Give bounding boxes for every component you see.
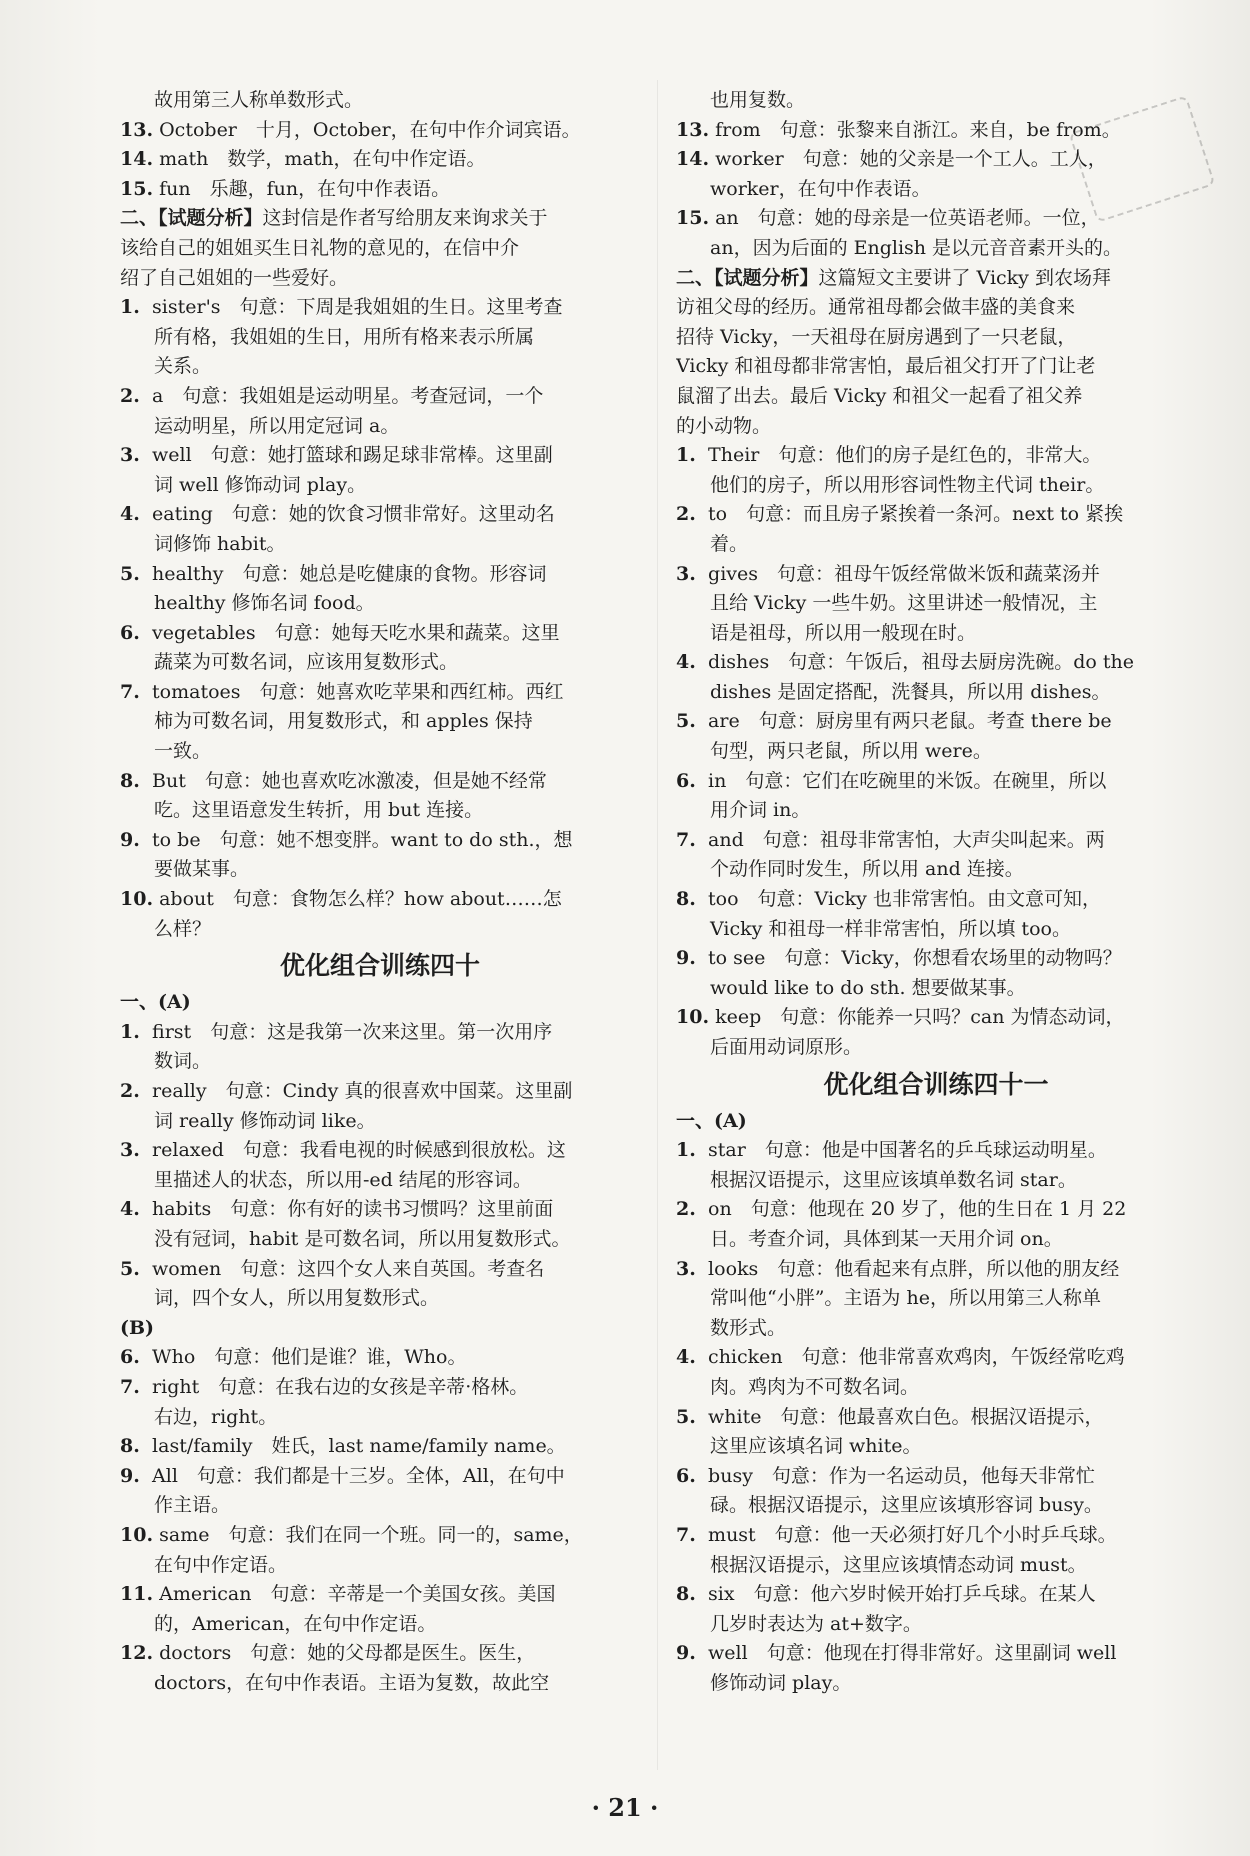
item-text: must 句意：他一天必须打好几个小时乒乓球。 <box>708 1523 1117 1546</box>
item-text: to be 句意：她不想变胖。want to do sth.，想 <box>152 828 573 851</box>
continuation-line: 柿为可数名词，用复数形式，和 apples 保持 <box>154 710 533 733</box>
continuation-line: 数词。 <box>154 1050 212 1073</box>
answer-item <box>676 1003 1196 1033</box>
continuation-line: 吃。这里语意发生转折，用 but 连接。 <box>154 799 484 822</box>
paragraph-line: 该给自己的姐姐买生日礼物的意见的，在信中介 <box>120 236 520 259</box>
item-text: math 数学，math，在句中作定语。 <box>159 148 486 171</box>
answer-item <box>120 1343 640 1373</box>
item-text: keep 句意：你能养一只吗？can 为情态动词， <box>715 1006 1125 1029</box>
answer-item <box>120 293 640 323</box>
answer-item <box>676 1639 1196 1669</box>
answer-item <box>120 1639 640 1669</box>
item-number: 2. <box>120 384 140 407</box>
answer-item <box>676 707 1196 737</box>
answer-item <box>676 1255 1196 1285</box>
item-text: star 句意：他是中国著名的乒乓球运动明星。 <box>708 1139 1107 1162</box>
answer-item <box>676 648 1196 678</box>
continuation-line: 碌。根据汉语提示，这里应该填形容词 busy。 <box>710 1494 1103 1517</box>
item-number: 10. <box>676 1006 710 1029</box>
continuation-line: 句型，两只老鼠，所以用 were。 <box>710 740 992 763</box>
item-text: gives 句意：祖母午饭经常做米饭和蔬菜汤并 <box>708 562 1101 585</box>
item-text: well 句意：她打篮球和踢足球非常棒。这里副 <box>152 444 553 467</box>
item-number: 9. <box>676 947 696 970</box>
item-number: 6. <box>120 1346 140 1369</box>
continuation-line: 日。考查介词，具体到某一天用介词 on。 <box>710 1227 1063 1250</box>
answer-item <box>120 1195 640 1225</box>
item-number: 4. <box>676 651 696 674</box>
answer-item <box>120 175 640 205</box>
item-text: on 句意：他现在 20 岁了，他的生日在 1 月 22 <box>708 1198 1127 1221</box>
answer-item <box>120 826 640 856</box>
item-number: 5. <box>676 1405 696 1428</box>
item-text: eating 句意：她的饮食习惯非常好。这里动名 <box>152 503 555 526</box>
answer-item <box>676 204 1196 234</box>
paragraph-line: 招待 Vicky，一天祖母在厨房遇到了一只老鼠， <box>676 325 1077 348</box>
item-text: six 句意：他六岁时候开始打乒乓球。在某人 <box>708 1583 1096 1606</box>
answer-item <box>120 678 640 708</box>
answer-item <box>120 500 640 530</box>
item-number: 4. <box>120 1198 140 1221</box>
left-column <box>120 86 640 1698</box>
answer-item <box>676 145 1196 175</box>
continuation-line: worker，在句中作表语。 <box>710 177 931 200</box>
answer-item <box>120 1373 640 1403</box>
continuation-line: 后面用动词原形。 <box>710 1036 863 1058</box>
item-text: well 句意：他现在打得非常好。这里副词 well <box>708 1642 1117 1665</box>
part-label: (B) <box>120 1316 155 1339</box>
answer-item <box>676 1580 1196 1610</box>
continuation-line: 语是祖母，所以用一般现在时。 <box>710 621 977 644</box>
item-text: from 句意：张黎来自浙江。来自，be from。 <box>715 118 1121 141</box>
item-text: really 句意：Cindy 真的很喜欢中国菜。这里副 <box>152 1080 573 1102</box>
item-number: 5. <box>120 562 140 585</box>
answer-item <box>676 1403 1196 1433</box>
answer-item <box>676 560 1196 590</box>
right-column <box>676 86 1196 1698</box>
item-number: 10. <box>120 1523 154 1546</box>
item-text: All 句意：我们都是十三岁。全体，All，在句中 <box>152 1464 565 1487</box>
continuation-line: dishes 是固定搭配，洗餐具，所以用 dishes。 <box>710 680 1111 703</box>
continuation-line: doctors，在句中作表语。主语为复数，故此空 <box>154 1671 550 1694</box>
continuation-line: 词 really 修饰动词 like。 <box>154 1109 376 1132</box>
continuation-line: 常叫他“小胖”。主语为 he，所以用第三人称单 <box>710 1287 1101 1310</box>
answer-item <box>120 1077 640 1107</box>
item-text: are 句意：厨房里有两只老鼠。考查 there be <box>708 710 1112 733</box>
continuation-line: 作主语。 <box>154 1494 231 1517</box>
continuation-line: 肉。鸡肉为不可数名词。 <box>710 1375 920 1398</box>
item-text: Their 句意：他们的房子是红色的，非常大。 <box>708 444 1102 467</box>
answer-item <box>120 619 640 649</box>
item-text: and 句意：祖母非常害怕，大声尖叫起来。两 <box>708 828 1105 851</box>
item-number: 8. <box>120 769 140 792</box>
answer-item <box>120 885 640 915</box>
item-number: 4. <box>676 1346 696 1369</box>
item-text: same 句意：我们在同一个班。同一的，same， <box>159 1523 583 1546</box>
continuation-line: 且给 Vicky 一些牛奶。这里讲述一般情况，主 <box>710 592 1098 615</box>
continuation-line: 根据汉语提示，这里应该填情态动词 must。 <box>710 1553 1087 1576</box>
item-text: about 句意：食物怎么样？how about……怎 <box>159 888 562 911</box>
answer-item <box>676 1343 1196 1373</box>
item-number: 3. <box>676 562 696 585</box>
item-number: 6. <box>120 621 140 644</box>
continuation-line: 这里应该填名词 white。 <box>710 1435 922 1458</box>
item-text: doctors 句意：她的父母都是医生。医生， <box>159 1642 536 1665</box>
column-divider <box>657 80 658 1770</box>
continuation-line: 的，American，在句中作定语。 <box>154 1612 437 1635</box>
answer-item <box>120 1136 640 1166</box>
answer-item <box>120 145 640 175</box>
answer-item <box>120 441 640 471</box>
continuation-line: 没有冠词，habit 是可数名词，所以用复数形式。 <box>154 1227 571 1250</box>
item-text: habits 句意：你有好的读书习惯吗？这里前面 <box>152 1198 554 1221</box>
paragraph-line: 的小动物。 <box>676 414 772 437</box>
answer-item <box>676 500 1196 530</box>
answer-item <box>676 826 1196 856</box>
item-number: 2. <box>676 1198 696 1221</box>
answer-item <box>676 1521 1196 1551</box>
item-number: 8. <box>120 1435 140 1458</box>
item-number: 15. <box>120 177 154 200</box>
answer-item <box>676 441 1196 471</box>
item-text: to 句意：而且房子紧挨着一条河。next to 紧挨 <box>708 503 1124 526</box>
item-number: 1. <box>120 296 140 319</box>
item-text: chicken 句意：他非常喜欢鸡肉，午饭经常吃鸡 <box>708 1346 1125 1369</box>
continuation-line: 蔬菜为可数名词，应该用复数形式。 <box>154 651 459 674</box>
item-number: 8. <box>676 888 696 911</box>
answer-item <box>120 1018 640 1048</box>
item-number: 13. <box>120 118 154 141</box>
answer-item <box>676 116 1196 146</box>
paragraph-line: Vicky 和祖母都非常害怕，最后祖父打开了门让老 <box>676 355 1096 378</box>
item-number: 2. <box>120 1080 140 1102</box>
section-title: 优化组合训练四十一 <box>823 1069 1049 1099</box>
analysis-text: 这封信是作者写给朋友来询求关于 <box>262 207 548 230</box>
continuation-line: 里描述人的状态，所以用-ed 结尾的形容词。 <box>154 1168 532 1191</box>
item-text: to see 句意：Vicky，你想看农场里的动物吗？ <box>708 947 1122 970</box>
continuation-line: would like to do sth. 想要做某事。 <box>710 976 1026 999</box>
item-text: an 句意：她的母亲是一位英语老师。一位， <box>715 207 1100 230</box>
continuation-line: 右边，right。 <box>154 1405 278 1428</box>
answer-item <box>676 944 1196 974</box>
continuation-line: 运动明星，所以用定冠词 a。 <box>154 414 400 437</box>
item-number: 7. <box>676 1523 696 1546</box>
answer-item <box>120 116 640 146</box>
part-label: 一、(A) <box>120 991 191 1014</box>
answer-item <box>676 1462 1196 1492</box>
continuation-line: 在句中作定语。 <box>154 1553 288 1576</box>
item-number: 14. <box>120 148 154 171</box>
item-number: 14. <box>676 148 710 171</box>
analysis-heading <box>120 204 640 234</box>
item-text: busy 句意：作为一名运动员，他每天非常忙 <box>708 1464 1095 1487</box>
item-text: last/family 姓氏，last name/family name。 <box>152 1435 566 1458</box>
paragraph-line: 鼠溜了出去。最后 Vicky 和祖父一起看了祖父养 <box>676 384 1083 407</box>
item-number: 15. <box>676 207 710 230</box>
item-text: white 句意：他最喜欢白色。根据汉语提示， <box>708 1405 1104 1428</box>
item-number: 1. <box>120 1020 140 1043</box>
continuation-line: 要做某事。 <box>154 858 250 881</box>
item-text: But 句意：她也喜欢吃冰激凌，但是她不经常 <box>152 769 547 792</box>
item-number: 8. <box>676 1583 696 1606</box>
continuation-line: 词，四个女人，所以用复数形式。 <box>154 1287 440 1310</box>
answer-item <box>676 885 1196 915</box>
continuation-line: 个动作同时发生，所以用 and 连接。 <box>710 858 1024 881</box>
item-text: a 句意：我姐姐是运动明星。考查冠词，一个 <box>152 384 544 407</box>
item-number: 3. <box>676 1257 696 1280</box>
item-text: women 句意：这四个女人来自英国。考查名 <box>152 1257 545 1280</box>
item-text: sister's 句意：下周是我姐姐的生日。这里考查 <box>152 296 563 319</box>
page-number: · 21 · <box>591 1793 659 1822</box>
item-number: 9. <box>676 1642 696 1665</box>
item-text: American 句意：辛蒂是一个美国女孩。美国 <box>159 1583 556 1606</box>
item-number: 1. <box>676 444 696 467</box>
item-number: 9. <box>120 1464 140 1487</box>
analysis-text: 这篇短文主要讲了 Vicky 到农场拜 <box>818 266 1111 289</box>
item-text: in 句意：它们在吃碗里的米饭。在碗里，所以 <box>708 769 1107 792</box>
item-number: 2. <box>676 503 696 526</box>
item-text: Who 句意：他们是谁？谁，Who。 <box>152 1346 467 1369</box>
analysis-label: 二、【试题分析】 <box>676 266 819 289</box>
item-text: first 句意：这是我第一次来这里。第一次用序 <box>152 1020 553 1043</box>
item-number: 13. <box>676 118 710 141</box>
item-text: relaxed 句意：我看电视的时候感到很放松。这 <box>152 1139 566 1162</box>
continuation-line: 词 well 修饰动词 play。 <box>154 473 367 496</box>
item-text: worker 句意：她的父亲是一个工人。工人， <box>715 148 1107 171</box>
continuation-line: 修饰动词 play。 <box>710 1671 852 1694</box>
continuation-line: 所有格，我姐姐的生日，用所有格来表示所属 <box>154 325 535 348</box>
continuation-line: 几岁时表达为 at+数字。 <box>710 1612 922 1635</box>
continuation-line: 根据汉语提示，这里应该填单数名词 star。 <box>710 1168 1077 1191</box>
item-text: vegetables 句意：她每天吃水果和蔬菜。这里 <box>152 621 560 644</box>
answer-item <box>120 767 640 797</box>
answer-item <box>120 1432 640 1462</box>
analysis-label: 二、【试题分析】 <box>120 207 263 230</box>
item-number: 7. <box>676 828 696 851</box>
item-number: 9. <box>120 828 140 851</box>
item-number: 5. <box>120 1257 140 1280</box>
continuation-line: 关系。 <box>154 355 212 378</box>
answer-item <box>676 1136 1196 1166</box>
item-number: 7. <box>120 680 140 703</box>
continuation-line: 他们的房子，所以用形容词性物主代词 their。 <box>710 473 1105 496</box>
item-text: dishes 句意：午饭后，祖母去厨房洗碗。do the <box>708 651 1135 674</box>
item-number: 3. <box>120 444 140 467</box>
answer-item <box>120 560 640 590</box>
item-text: fun 乐趣，fun，在句中作表语。 <box>159 177 451 200</box>
answer-item <box>120 1521 640 1551</box>
item-number: 7. <box>120 1375 140 1398</box>
item-text: right 句意：在我右边的女孩是辛蒂·格林。 <box>152 1375 529 1398</box>
item-text: too 句意：Vicky 也非常害怕。由文意可知， <box>708 888 1101 911</box>
item-number: 4. <box>120 503 140 526</box>
part-label: 一、(A) <box>676 1109 747 1132</box>
continuation-line: 用介词 in。 <box>710 799 811 822</box>
item-text: healthy 句意：她总是吃健康的食物。形容词 <box>152 562 547 585</box>
item-text: October 十月，October，在句中作介词宾语。 <box>159 118 581 141</box>
item-number: 6. <box>676 769 696 792</box>
answer-item <box>120 1255 640 1285</box>
continuation-line: 一致。 <box>154 740 212 763</box>
continuation-line: 也用复数。 <box>710 89 806 111</box>
item-text: looks 句意：他看起来有点胖，所以他的朋友经 <box>708 1257 1120 1280</box>
continuation-line: 数形式。 <box>710 1316 787 1339</box>
analysis-heading <box>676 264 1196 294</box>
continuation-line: 么样？ <box>154 917 212 940</box>
paragraph-line: 绍了自己姐姐的一些爱好。 <box>120 266 349 289</box>
continuation-line: 故用第三人称单数形式。 <box>154 89 364 111</box>
paragraph-line: 访祖父母的经历。通常祖母都会做丰盛的美食来 <box>676 296 1076 319</box>
continuation-line: Vicky 和祖母一样非常害怕，所以填 too。 <box>710 917 1071 940</box>
answer-item <box>120 1462 640 1492</box>
item-number: 3. <box>120 1139 140 1162</box>
item-number: 6. <box>676 1464 696 1487</box>
continuation-line: healthy 修饰名词 food。 <box>154 592 375 615</box>
item-number: 5. <box>676 710 696 733</box>
item-text: tomatoes 句意：她喜欢吃苹果和西红柿。西红 <box>152 680 564 703</box>
answer-item <box>676 767 1196 797</box>
continuation-line: 词修饰 habit。 <box>154 532 286 555</box>
continuation-line: an，因为后面的 English 是以元音音素开头的。 <box>710 236 1123 259</box>
section-title: 优化组合训练四十 <box>279 951 480 981</box>
item-number: 10. <box>120 888 154 911</box>
item-number: 12. <box>120 1642 154 1665</box>
answer-item <box>120 1580 640 1610</box>
answer-item <box>676 1195 1196 1225</box>
item-number: 1. <box>676 1139 696 1162</box>
continuation-line: 着。 <box>710 532 749 555</box>
item-number: 11. <box>120 1583 154 1606</box>
answer-item <box>120 382 640 412</box>
